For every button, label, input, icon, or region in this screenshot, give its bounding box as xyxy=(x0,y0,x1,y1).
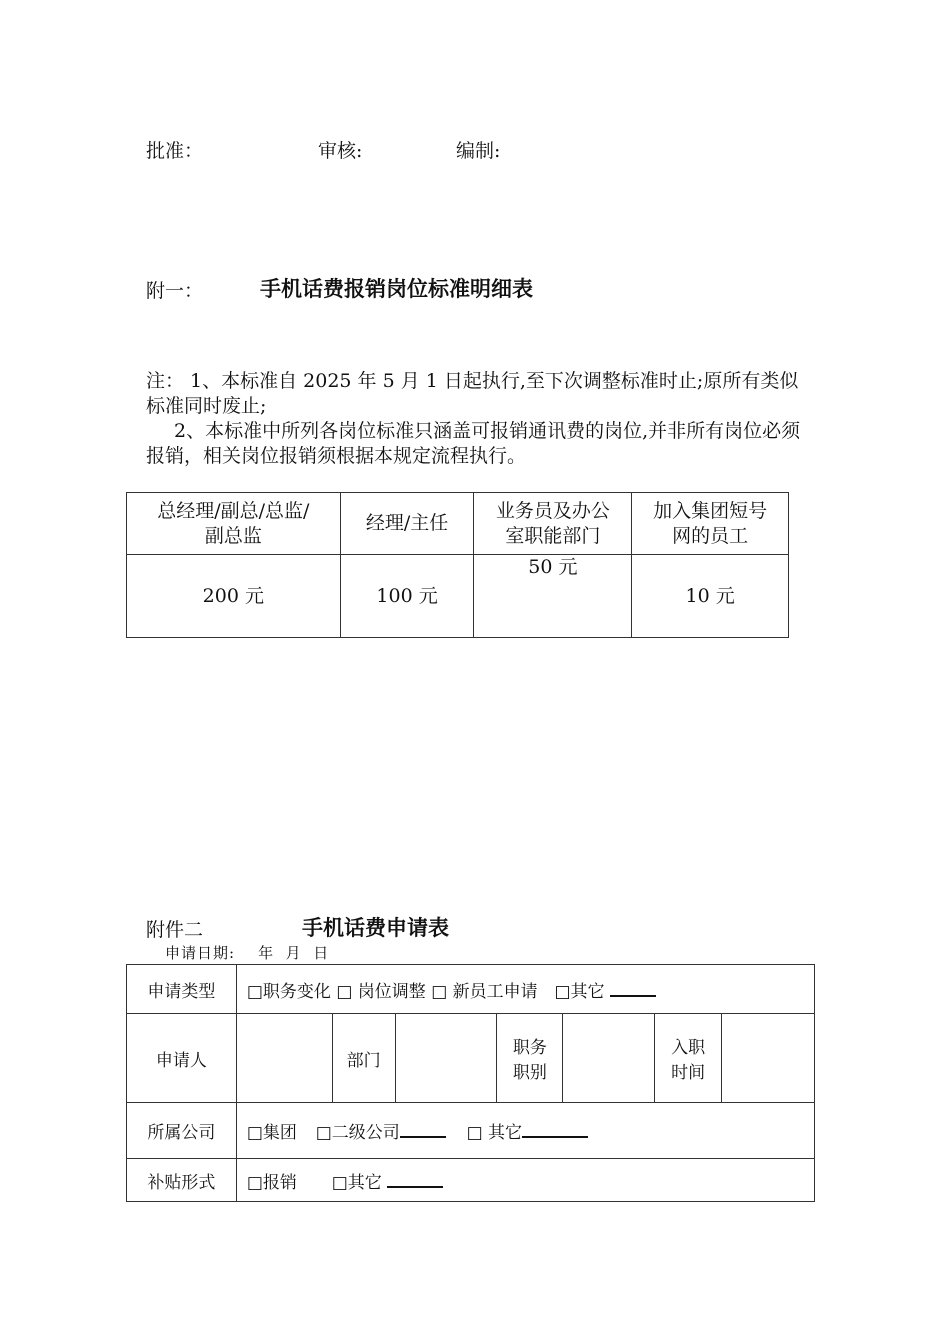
approve-label: 批准： xyxy=(146,140,204,162)
application-form xyxy=(126,964,815,1202)
company-other-field[interactable] xyxy=(522,1120,588,1138)
table-header-row xyxy=(127,493,789,555)
prepare-label: 编制: xyxy=(456,140,501,162)
form-row-type xyxy=(127,965,815,1014)
table-value-row xyxy=(127,555,789,638)
value-general-manager: 200 元 xyxy=(127,555,341,638)
attachment2-label: 附件二 xyxy=(146,919,204,941)
company-label: 所属公司 xyxy=(127,1103,237,1159)
header-manager: 经理/主任 xyxy=(340,493,474,555)
company-options xyxy=(236,1103,814,1159)
attachment1-title: 手机话费报销岗位标准明细表 xyxy=(260,276,533,301)
header-staff: 业务员及办公 室职能部门 xyxy=(474,493,632,555)
type-options xyxy=(236,965,814,1014)
option-other[interactable]: □其它 xyxy=(554,981,605,1002)
subsidy-other-field[interactable] xyxy=(387,1170,443,1188)
position-label: 职务 职别 xyxy=(497,1014,563,1103)
attachment2-title: 手机话费申请表 xyxy=(302,915,449,940)
note-1: 注： 1、本标准自 2025 年 5 月 1 日起执行,至下次调整标准时止;原所有类似标准同时废止; xyxy=(146,370,799,417)
subsidiary-field[interactable] xyxy=(400,1120,446,1138)
form-row-company xyxy=(127,1103,815,1159)
subsidy-label: 补贴形式 xyxy=(127,1159,237,1202)
subsidy-options xyxy=(236,1159,814,1202)
standard-notes xyxy=(146,369,810,469)
apply-date: 申请日期: 年 月 日 xyxy=(165,944,330,962)
option-post-adjust[interactable]: □ 岗位调整 xyxy=(336,981,426,1002)
note-2: 2、本标准中所列各岗位标准只涵盖可报销通讯费的岗位,并非所有岗位必须报销，相关岗位报销须根据本规定流程执行。 xyxy=(146,420,801,467)
dept-label: 部门 xyxy=(332,1014,395,1103)
option-group[interactable]: □集团 xyxy=(246,1123,297,1143)
dept-field[interactable] xyxy=(395,1014,497,1103)
option-subsidy-other[interactable]: □其它 xyxy=(331,1172,382,1193)
applicant-label: 申请人 xyxy=(127,1014,237,1103)
option-reimburse[interactable]: □报销 xyxy=(246,1172,297,1193)
applicant-field[interactable] xyxy=(236,1014,332,1103)
value-manager: 100 元 xyxy=(340,555,474,638)
header-general-manager: 总经理/副总/总监/ 副总监 xyxy=(127,493,341,555)
other-type-field[interactable] xyxy=(610,979,656,997)
attachment1-label: 附一： xyxy=(146,280,204,302)
header-short-number-staff: 加入集团短号 网的员工 xyxy=(632,493,789,555)
option-company-other[interactable]: □ 其它 xyxy=(466,1123,523,1143)
standard-table xyxy=(126,492,789,638)
type-label: 申请类型 xyxy=(127,965,237,1014)
form-row-applicant xyxy=(127,1014,815,1103)
position-field[interactable] xyxy=(563,1014,655,1103)
hire-date-label: 入职 时间 xyxy=(655,1014,722,1103)
review-label: 审核: xyxy=(318,140,363,162)
value-short-number-staff: 10 元 xyxy=(632,555,789,638)
value-staff: 50 元 xyxy=(474,555,632,638)
option-new-employee[interactable]: □ 新员工申请 xyxy=(431,981,538,1002)
option-position-change[interactable]: □职务变化 xyxy=(246,981,331,1002)
form-row-subsidy xyxy=(127,1159,815,1202)
hire-date-field[interactable] xyxy=(722,1014,815,1103)
option-subsidiary[interactable]: □二级公司 xyxy=(315,1123,400,1143)
